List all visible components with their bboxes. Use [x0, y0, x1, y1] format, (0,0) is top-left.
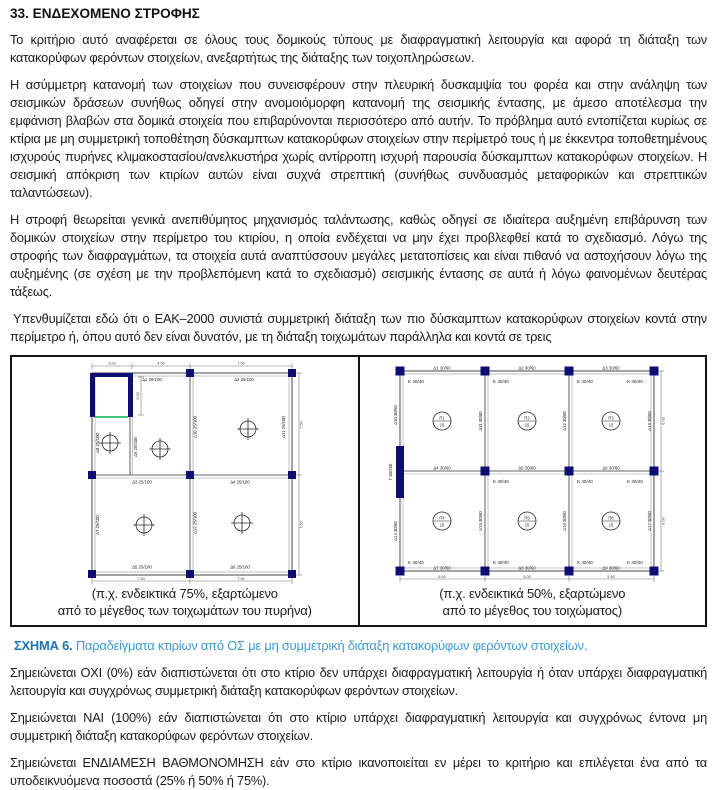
beam-label: Δ6 30/60 — [602, 465, 620, 471]
beam-label: Δ10 25/100 — [192, 416, 198, 438]
dim-label: 6.00 — [660, 417, 666, 425]
column-label: K 40/40 — [627, 479, 644, 484]
svg-text:Π2: Π2 — [524, 415, 530, 421]
svg-text:Π3: Π3 — [608, 415, 614, 421]
section-heading: 33. ΕΝΔΕΧΟΜΕΝΟ ΣΤΡΟΦΗΣ — [10, 6, 200, 21]
left-floor-plan — [44, 361, 326, 585]
svg-text:Π6: Π6 — [608, 515, 614, 521]
figure-6-box — [10, 355, 707, 627]
right-floor-plan — [382, 361, 682, 585]
svg-text:15: 15 — [608, 422, 614, 428]
dim-label: 7.50 — [136, 576, 145, 581]
figure-caption — [14, 637, 707, 655]
figure-caption-text: Παραδείγματα κτιρίων από ΟΣ με μη συμμετρική διάταξη κατακορύφων φερόντων στοιχείων. — [75, 638, 588, 653]
beam-label: Δ10 30/60 — [393, 405, 399, 425]
left-plan-right-dimension — [296, 373, 302, 575]
beam-label: Δ3 25/100 — [131, 479, 152, 485]
svg-text:15: 15 — [439, 522, 445, 528]
beam-label: Δ5 25/100 — [131, 564, 152, 570]
beam-label: Δ8 25/100 — [94, 433, 100, 453]
column-label: K 40/40 — [493, 479, 510, 484]
dim-label: 7.50 — [298, 421, 304, 429]
dim-label: 6.00 — [660, 517, 666, 525]
beam-label: Δ11 30/60 — [478, 411, 484, 431]
column-label: K 40/40 — [577, 560, 594, 565]
paragraph-4: Υπενθυμίζεται εδώ ότι ο ΕΑΚ–2000 συνιστά συμμετρική διάταξη των πιο δύσκαμπτων κατακορύφων στοιχείων κοντά στην περίμετρο ή, όπου αυτό δεν είναι δυνατόν, με τη διάταξη τοιχωμάτων παράλληλα και κοντά σε τρεις — [10, 311, 707, 344]
core-walls — [90, 373, 133, 417]
figure-right-cell — [360, 357, 706, 625]
svg-text:Π5: Π5 — [524, 515, 530, 521]
left-plan-bottom-dimension — [92, 578, 292, 584]
beam-label: Δ11 25/100 — [280, 416, 286, 438]
beam-label: Δ8 30/60 — [518, 565, 536, 571]
beam-label: Δ1 30/60 — [433, 365, 451, 371]
beam-label: Δ5 30/60 — [518, 465, 536, 471]
beam-label: Δ7 30/60 — [433, 565, 451, 571]
dim-label: 7.50 — [298, 521, 304, 529]
paragraph-2: Η ασύμμετρη κατανομή των στοιχείων που συνεισφέρουν στην πλευρική δυσκαμψία του φορέα και στην ανάληψη των σεισμικών δράσεων συνήθως οδηγεί στην ανομοιόμορφη κατανομή της σεισμικής έντασης, με άμεσο αποτέλεσμα την εμφάνιση βλαβών στα δομικά στοιχεία που επιβαρύνονται περισσότερο από αυτήν. Το πρόβλημα αυτό εντοπίζεται κυρίως σε κτίρια με μη συμμετρική τοποθέτηση δύσκαμπτων κατακορύφων στοιχείων στην περίμετρό τους ή με έκκεντρα τοποθετημένους ισχυρούς πυρήνες κλιμακοστασίου/ανελκυστήρα χωρίς αντίρροπη ισχυρή παρουσία δύσκαμπτων κατακορύφων στοιχείων. Η σεισμική απόκριση των κτιρίων αυτών είναι συχνά στρεπτική (συνήθως συνδυασμός μεταφορικών και στρεπτικών ταλαντώσεων). — [10, 77, 707, 200]
beam-label: Δ3 30/60 — [602, 365, 620, 371]
beam-label: Δ9 25/100 — [132, 437, 138, 457]
dim-label: 5.50 — [607, 574, 616, 579]
beam-label: Δ14 30/60 — [393, 521, 399, 541]
svg-text:15: 15 — [524, 422, 530, 428]
left-plan-columns — [88, 369, 296, 578]
svg-text:Π4: Π4 — [439, 515, 445, 521]
beam-label: Δ12 30/60 — [562, 411, 568, 431]
beam-label: Δ6 25/100 — [229, 564, 250, 570]
wall-label: T 30/250 — [388, 463, 394, 481]
beam-label: Δ13 30/60 — [647, 411, 653, 431]
beam-label: Δ12 25/100 — [192, 512, 198, 534]
note-endiamesi: Σημειώνεται ΕΝΔΙΑΜΕΣΗ ΒΑΘΜΟΝΟΜΗΣΗ εάν στο κτίριο ικανοποιείται εν μέρει το κριτήριο και επιλέγεται ένα από τα υποδεικνυόμενα ποσοστά (25% ή 50% ή 75%). — [10, 755, 707, 788]
svg-text:15: 15 — [439, 422, 445, 428]
column-label: K 40/40 — [627, 560, 644, 565]
beam-label: Δ2 30/60 — [518, 365, 536, 371]
dim-label: 7.50 — [236, 576, 245, 581]
svg-text:Π1: Π1 — [439, 415, 445, 421]
beam-label: Δ7 25/100 — [94, 515, 100, 535]
figure-left-cell — [12, 357, 360, 625]
beam-label: Δ2 25/100 — [233, 377, 254, 382]
beam-label: Δ17 30/60 — [647, 511, 653, 531]
right-plan-caption-line1: (π.χ. ενδεικτικά 50%, εξαρτώμενο — [439, 586, 626, 601]
right-plan-caption-line2: από το μέγεθος του τοιχώματος) — [442, 603, 622, 618]
left-plan-caption-line2: από το μέγεθος των τοιχωμάτων του πυρήνα) — [57, 603, 312, 618]
column-label: K 40/40 — [493, 379, 510, 384]
beam-label: Δ15 30/60 — [478, 511, 484, 531]
svg-text:15: 15 — [608, 522, 614, 528]
notes-section — [10, 664, 707, 790]
column-label: K 40/40 — [408, 560, 425, 565]
beam-label: Δ4 30/60 — [433, 465, 451, 471]
dim-label: 4.50 — [156, 361, 165, 366]
dim-label: 3.00 — [134, 392, 140, 400]
note-nai: Σημειώνεται ΝΑΙ (100%) εάν διαπιστώνεται ότι στο κτίριο υπάρχει διαφραγματική λειτουργία και συγχρόνως έντονα μη συμμετρική διάταξη κατακορύφων φερόντων στοιχείων. — [10, 710, 707, 743]
right-plan-right-dimension — [658, 371, 664, 571]
dim-label: 3.00 — [107, 361, 116, 366]
beam-label: Δ16 30/60 — [562, 511, 568, 531]
beam-label: Δ9 30/60 — [602, 565, 620, 571]
column-label: K 40/40 — [408, 379, 425, 384]
dim-label: 5.50 — [438, 574, 447, 579]
figure-caption-label: ΣΧΗΜΑ 6. — [14, 638, 73, 653]
paragraph-3: Η στροφή θεωρείται γενικά ανεπιθύμητος μηχανισμός ταλάντωσης, καθώς οδηγεί σε ιδιαίτερα αυξημένη επιβάρυνση των δομικών στοιχείων στην περίμετρο του κτιρίου, η οποία ενδέχεται να μην έχει προβλεφθεί κατά το σχεδιασμό. Λόγω της στροφής των διαφραγμάτων, τα στοιχεία αυτά αναπτύσσουν μεγάλες μετατοπίσεις και είναι πιθανό να αστοχήσουν λόγω της αυξημένης (σε σχέση με την προβλεπόμενη κατά το σχεδιασμό) σεισμικής έντασης σε αυτά ή λόγω φαινομένων δευτέρας τάξεως. — [10, 212, 707, 299]
note-oxi: Σημειώνεται ΟΧΙ (0%) εάν διαπιστώνεται ότι στο κτίριο δεν υπάρχει διαφραγματική λειτουργία ή όταν υπάρχει διαφραγματική λειτουργία και συγχρόνως συμμετρική διάταξη κατακορύφων φερόντων στοιχείων. — [10, 665, 707, 698]
paragraph-1: Το κριτήριο αυτό αναφέρεται σε όλους τους δομικούς τύπους με διαφραγματική λειτουργία και αφορά τη διάταξη των κατακορύφων φερόντων στοιχείων, ανεξαρτήτως της διάταξης των τοιχοπληρώσεων. — [10, 32, 707, 65]
dim-label: 7.50 — [236, 361, 245, 366]
shear-wall — [396, 446, 404, 498]
dim-label: 5.00 — [523, 574, 532, 579]
column-label: K 40/40 — [577, 379, 594, 384]
right-plan-beams — [400, 371, 654, 571]
svg-text:15: 15 — [524, 522, 530, 528]
left-plan-caption-line1: (π.χ. ενδεικτικά 75%, εξαρτώμενο — [91, 586, 278, 601]
column-label: K 40/40 — [627, 379, 644, 384]
beam-label: Δ4 25/100 — [229, 479, 250, 485]
column-label: K 40/40 — [577, 479, 594, 484]
beam-label: Δ1 25/100 — [141, 377, 162, 382]
left-plan-top-dimension — [92, 363, 292, 369]
slab-symbols — [99, 418, 259, 536]
column-label: K 40/40 — [493, 560, 510, 565]
